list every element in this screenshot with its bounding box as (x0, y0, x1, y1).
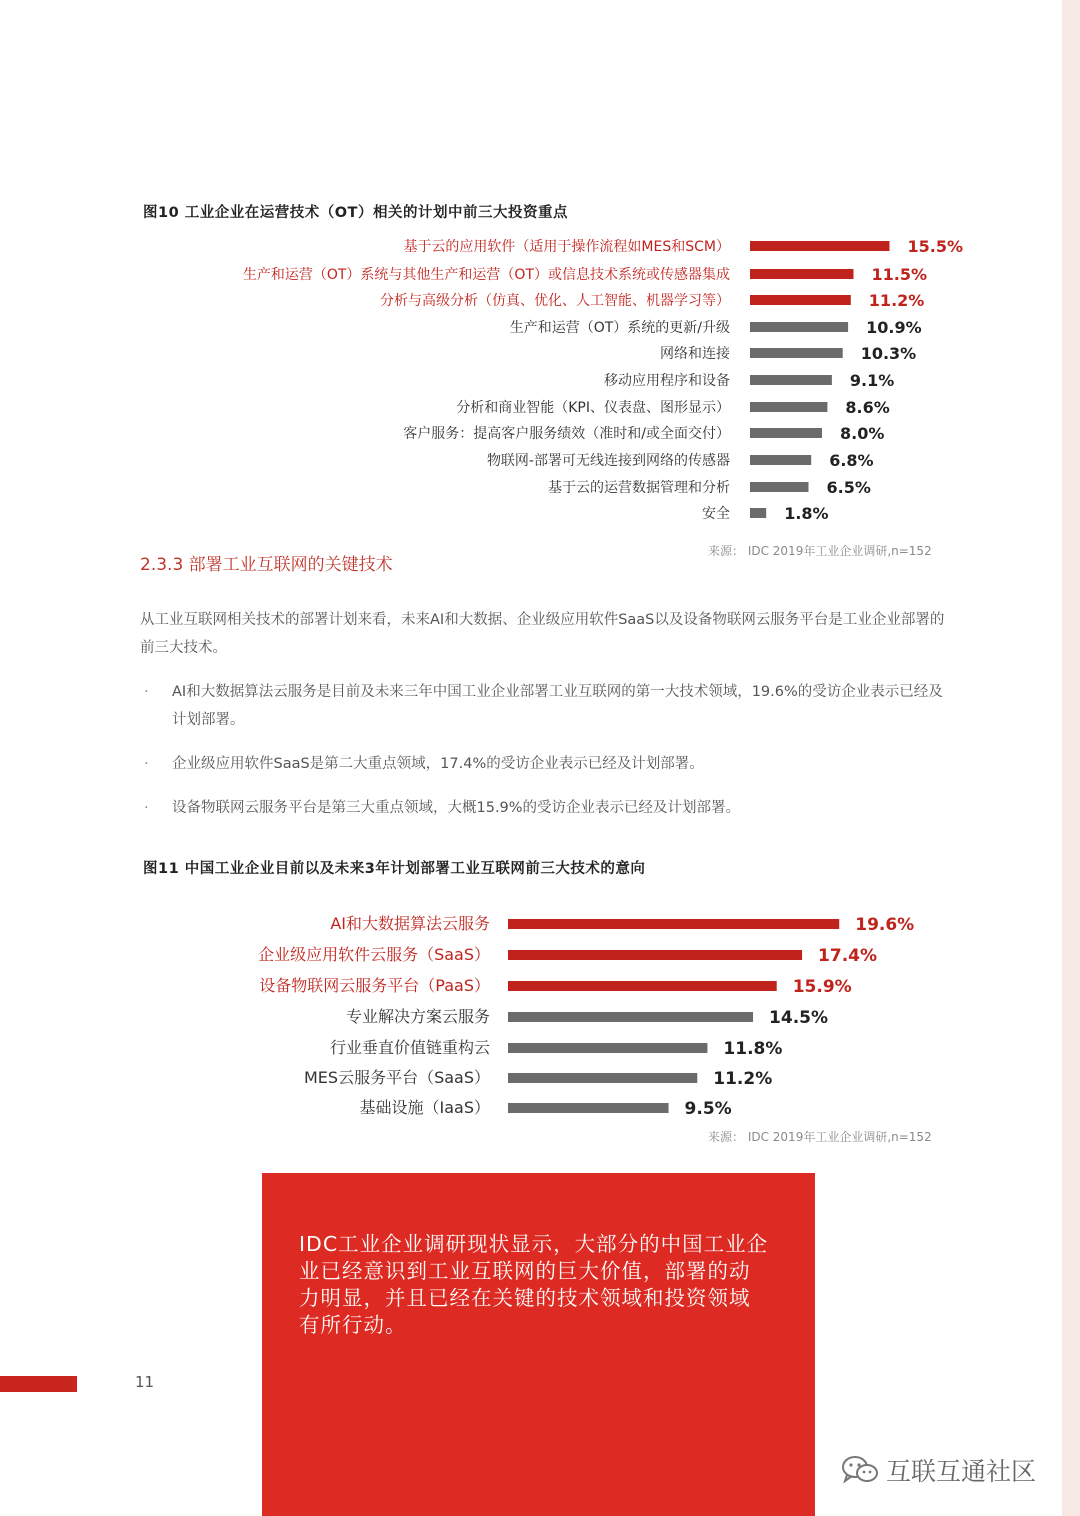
figure10-value-label: 8.0% (840, 424, 885, 443)
figure11-value-label: 19.6% (855, 915, 915, 935)
figure11-category-label: 基础设施（IaaS） (359, 1098, 490, 1117)
figure10-value-label: 10.3% (860, 344, 917, 363)
figure10-category-label: 基于云的运营数据管理和分析 (548, 480, 730, 496)
figure11-value-label: 11.8% (723, 1039, 783, 1059)
page-number: 11 (135, 1373, 155, 1391)
bullet-text: 设备物联网云服务平台是第三大重点领域，大概15.9%的受访企业表示已经及计划部署。 (172, 800, 741, 816)
figure11-category-label: AI和大数据算法云服务 (330, 914, 490, 933)
figure10-category-label: 分析和商业智能（KPI、仪表盘、图形显示） (456, 400, 730, 416)
figure11-source: 来源： IDC 2019年工业企业调研,n=152 (708, 1130, 932, 1144)
figure10-source: 来源： IDC 2019年工业企业调研,n=152 (708, 544, 932, 558)
bullet-dot: · (144, 756, 149, 772)
figure11-value-label: 14.5% (769, 1008, 829, 1028)
figure10-value-label: 1.8% (784, 504, 829, 523)
watermark (840, 1452, 1036, 1488)
figure10-value-label: 6.5% (826, 478, 871, 497)
figure10-value-label: 6.8% (829, 451, 874, 470)
watermark-text: 互联互通社区 (886, 1457, 1037, 1486)
figure11-bar (508, 1073, 697, 1083)
figure11-value-label: 17.4% (818, 946, 878, 966)
figure11-bar (508, 1043, 707, 1053)
figure10-category-label: 网络和连接 (660, 346, 730, 362)
figure11-category-label: MES云服务平台（SaaS） (304, 1068, 490, 1087)
figure10-category-label: 安全 (702, 506, 730, 522)
figure11-value-label: 11.2% (713, 1069, 773, 1089)
figure10-value-label: 11.2% (868, 291, 925, 310)
page-edge-strip (1062, 0, 1080, 1516)
bullet-dot: · (144, 800, 149, 816)
bullet-text: 企业级应用软件SaaS是第二大重点领域，17.4%的受访企业表示已经及计划部署。 (172, 756, 704, 772)
figure11-value-label: 15.9% (792, 977, 852, 997)
figure10-title: 图10 工业企业在运营技术（OT）相关的计划中前三大投资重点 (143, 205, 568, 221)
callout-text: IDC工业企业调研现状显示，大部分的中国工业企业已经意识到工业互联网的巨大价值，部署的动力明显，并且已经在关键的技术领域和投资领域有所行动。 (299, 1232, 769, 1337)
figure10-category-label: 物联网-部署可无线连接到网络的传感器 (486, 453, 730, 469)
figure11-title: 图11 中国工业企业目前以及未来3年计划部署工业互联网前三大技术的意向 (143, 861, 646, 877)
figure10-value-label: 10.9% (866, 318, 922, 337)
section-paragraph: 从工业互联网相关技术的部署计划来看，未来AI和大数据、企业级应用软件SaaS以及设备物联网云服务平台是工业企业部署的前三大技术。 (140, 612, 945, 656)
wechat-icon (840, 1454, 880, 1486)
figure11-bar (508, 1012, 753, 1022)
bullet-text: AI和大数据算法云服务是目前及未来三年中国工业企业部署工业互联网的第一大技术领域，19.6%的受访企业表示已经及计划部署。 (172, 684, 943, 728)
figure11-category-label: 设备物联网云服务平台（PaaS） (259, 976, 490, 995)
figure10-category-label: 生产和运营（OT）系统的更新/升级 (509, 320, 730, 336)
figure11-bar (508, 1103, 669, 1113)
figure11-bar (508, 919, 839, 929)
page-accent-bar (0, 1376, 77, 1392)
figure10-value-label: 9.1% (849, 371, 895, 390)
figure10-value-label: 11.5% (871, 265, 928, 284)
figure11-bar (508, 981, 777, 991)
figure10-category-label: 基于云的应用软件（适用于操作流程如MES和SCM） (403, 239, 730, 255)
figure10-category-label: 生产和运营（OT）系统与其他生产和运营（OT）或信息技术系统或传感器集成 (242, 267, 730, 283)
figure10-category-label: 分析与高级分析（仿真、优化、人工智能、机器学习等） (380, 293, 730, 309)
figure10-value-label: 15.5% (907, 237, 964, 256)
figure11-category-label: 专业解决方案云服务 (345, 1007, 490, 1026)
figure11-category-label: 企业级应用软件云服务（SaaS） (258, 945, 490, 964)
figure10-category-label: 移动应用程序和设备 (604, 373, 730, 389)
figure11-bar (508, 950, 802, 960)
bullet-dot: · (144, 684, 149, 700)
figure11-category-label: 行业垂直价值链重构云 (329, 1038, 490, 1057)
callout-box (262, 1173, 815, 1516)
figure10-category-label: 客户服务：提高客户服务绩效（准时和/或全面交付） (403, 426, 730, 442)
figure11-value-label: 9.5% (684, 1099, 732, 1119)
section-heading: 2.3.3 部署工业互联网的关键技术 (140, 555, 393, 575)
figure10-value-label: 8.6% (845, 398, 890, 417)
